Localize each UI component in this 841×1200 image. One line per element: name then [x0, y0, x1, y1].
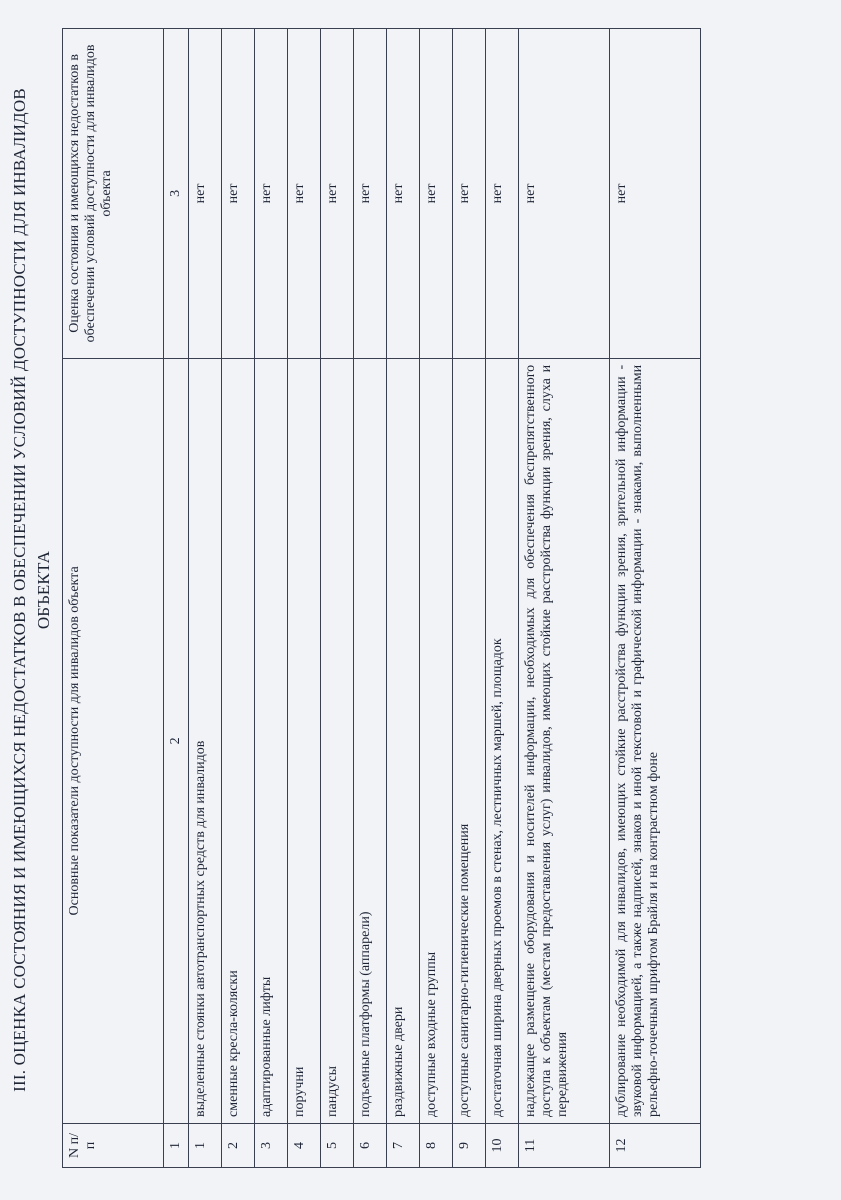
row-indicator: подъемные платформы (аппарели) — [354, 358, 387, 1123]
row-indicator: дублирование необходимой для инвалидов, имеющих стойкие расстройства функции зрения, зрительной информации - звуковой информацией, а также надписей, знаков и иной текстовой и графической информации - знаками, выполненными рельефно-точечным шрифтом Брайля и на контрастном фоне — [610, 358, 701, 1123]
row-assessment: нет — [255, 29, 288, 359]
table-row — [519, 29, 610, 1168]
row-indicator: поручни — [288, 358, 321, 1123]
table-row — [288, 29, 321, 1168]
accessibility-table — [62, 28, 701, 1168]
table-row — [420, 29, 453, 1168]
column-number-3: 3 — [164, 29, 189, 359]
header-number: N п/п — [63, 1123, 164, 1167]
table-row — [189, 29, 222, 1168]
row-number: 7 — [387, 1123, 420, 1167]
row-assessment: нет — [354, 29, 387, 359]
row-indicator: достаточная ширина дверных проемов в стенах, лестничных маршей, площадок — [486, 358, 519, 1123]
row-assessment: нет — [222, 29, 255, 359]
row-number: 12 — [610, 1123, 701, 1167]
table-row — [354, 29, 387, 1168]
row-indicator: надлежащее размещение оборудования и носителей информации, необходимых для обеспечения беспрепятственного доступа к объектам (местам предоставления услуг) инвалидов, имеющих стойкие расстройства функции зрения, слуха и передвижения — [519, 358, 610, 1123]
row-number: 11 — [519, 1123, 610, 1167]
table-row — [387, 29, 420, 1168]
row-indicator: сменные кресла-коляски — [222, 358, 255, 1123]
row-number: 3 — [255, 1123, 288, 1167]
row-indicator: доступные санитарно-гигиенические помещения — [453, 358, 486, 1123]
row-number: 2 — [222, 1123, 255, 1167]
row-assessment: нет — [519, 29, 610, 359]
row-assessment: нет — [387, 29, 420, 359]
table-row — [222, 29, 255, 1168]
row-assessment: нет — [189, 29, 222, 359]
document-title — [8, 20, 56, 1160]
row-number: 5 — [321, 1123, 354, 1167]
row-assessment: нет — [321, 29, 354, 359]
row-number: 8 — [420, 1123, 453, 1167]
row-indicator: пандусы — [321, 358, 354, 1123]
document-title-line2: ОБЪЕКТА — [34, 550, 53, 630]
table-header-row — [63, 29, 164, 1168]
row-assessment: нет — [453, 29, 486, 359]
table-row — [610, 29, 701, 1168]
row-indicator: выделенные стоянки автотранспортных средств для инвалидов — [189, 358, 222, 1123]
table-row — [453, 29, 486, 1168]
header-indicator: Основные показатели доступности для инвалидов объекта — [63, 358, 164, 1123]
row-indicator: доступные входные группы — [420, 358, 453, 1123]
row-number: 6 — [354, 1123, 387, 1167]
row-number: 10 — [486, 1123, 519, 1167]
document-title-line1: III. ОЦЕНКА СОСТОЯНИЯ И ИМЕЮЩИХСЯ НЕДОСТАТКОВ В ОБЕСПЕЧЕНИИ УСЛОВИЙ ДОСТУПНОСТИ ДЛЯ ИНВАЛИДОВ — [10, 88, 29, 1092]
table-row — [255, 29, 288, 1168]
row-number: 4 — [288, 1123, 321, 1167]
table-row — [486, 29, 519, 1168]
column-number-2: 2 — [164, 358, 189, 1123]
row-number: 9 — [453, 1123, 486, 1167]
column-number-row — [164, 29, 189, 1168]
row-assessment: нет — [420, 29, 453, 359]
column-number-1: 1 — [164, 1123, 189, 1167]
row-assessment: нет — [288, 29, 321, 359]
row-indicator: адаптированные лифты — [255, 358, 288, 1123]
table-row — [321, 29, 354, 1168]
row-assessment: нет — [486, 29, 519, 359]
row-indicator: раздвижные двери — [387, 358, 420, 1123]
row-assessment: нет — [610, 29, 701, 359]
header-assessment: Оценка состояния и имеющихся недостатков в обеспечении условий доступности для инвалидов объекта — [63, 29, 164, 359]
row-number: 1 — [189, 1123, 222, 1167]
